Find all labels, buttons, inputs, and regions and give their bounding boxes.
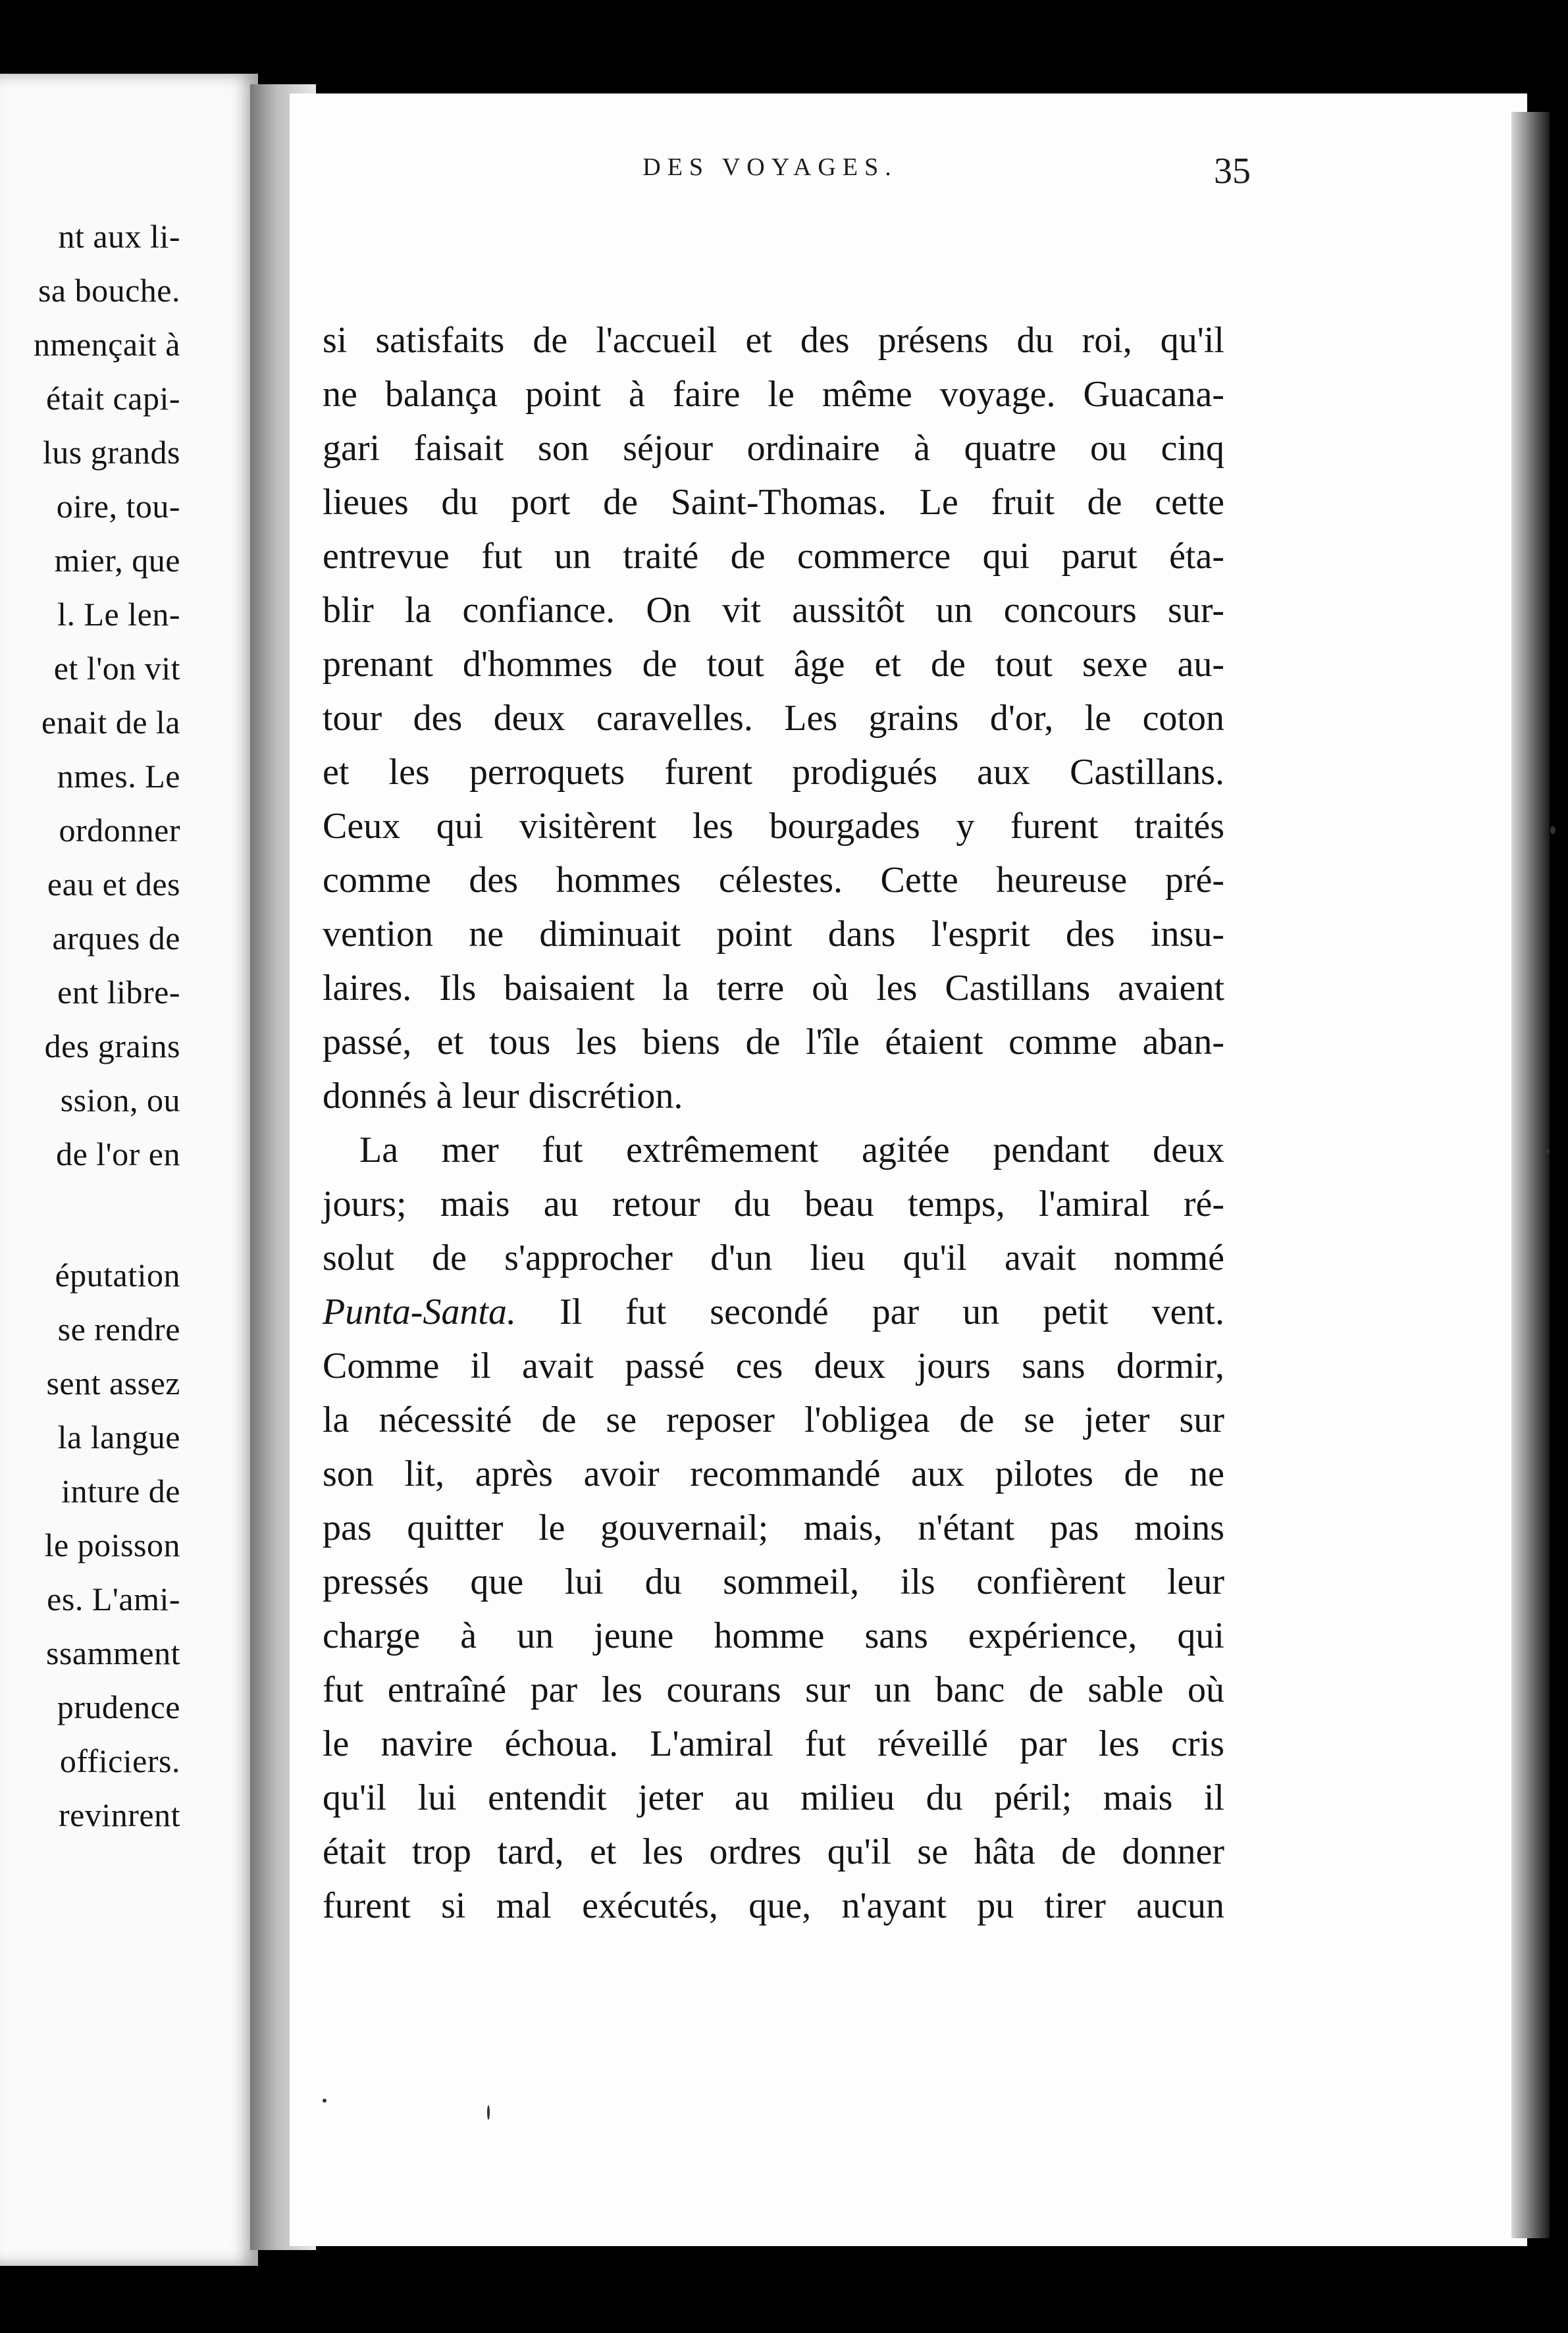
body-text-line: tour des deux caravelles. Les grains d'or, le coton: [323, 698, 1224, 739]
left-page: [0, 74, 258, 2266]
left-page-line: l. Le len-: [57, 596, 180, 633]
left-page-line: inture de: [61, 1473, 180, 1509]
left-page-line: revinrent: [59, 1796, 180, 1833]
left-page-line: des grains: [44, 1028, 180, 1064]
left-page-line: es. L'ami-: [47, 1581, 180, 1617]
body-text-line: pas quitter le gouvernail; mais, n'étant pas moins: [323, 1507, 1224, 1548]
body-text-line: ne balança point à faire le même voyage. Guacana-: [323, 374, 1224, 415]
body-text-line: donnés à leur discrétion.: [323, 1076, 683, 1116]
body-text-line: lieues du port de Saint-Thomas. Le fruit de cette: [323, 482, 1224, 523]
body-text-line: comme des hommes célestes. Cette heureuse pré-: [323, 860, 1224, 901]
body-text-line: vention ne diminuait point dans l'esprit des insu-: [323, 914, 1224, 955]
left-page-line: officiers.: [59, 1743, 180, 1779]
body-text-line: le navire échoua. L'amiral fut réveillé par les cris: [323, 1723, 1224, 1764]
left-page-line: nmençait à: [34, 326, 180, 363]
body-text-line: fut entraîné par les courans sur un banc de sable où: [323, 1669, 1224, 1710]
left-page-line: ssamment: [46, 1635, 180, 1671]
body-text-line: prenant d'hommes de tout âge et de tout sexe au-: [323, 644, 1224, 685]
left-page-line: se rendre: [57, 1311, 180, 1348]
body-text-line: furent si mal exécutés, que, n'ayant pu tirer aucun: [323, 1885, 1224, 1926]
left-page-line: sa bouche.: [38, 272, 180, 309]
body-text-line: jours; mais au retour du beau temps, l'amiral ré-: [323, 1184, 1224, 1224]
body-text-line: son lit, après avoir recommandé aux pilotes de ne: [323, 1454, 1224, 1494]
body-text-line: la nécessité de se reposer l'obligea de se jeter sur: [323, 1400, 1224, 1440]
body-text-line: Comme il avait passé ces deux jours sans dormir,: [323, 1346, 1224, 1386]
left-page-line: était capi-: [46, 380, 180, 417]
body-text-line: gari faisait son séjour ordinaire à quatre ou cinq: [323, 428, 1224, 469]
body-text-line-remainder: Il fut secondé par un petit vent.: [515, 1292, 1224, 1332]
body-text-line: Ceux qui visitèrent les bourgades y furent traités: [323, 806, 1224, 847]
paragraph-first-line: La mer fut extrêmement agitée pendant deux: [359, 1130, 1224, 1170]
left-page-line: nmes. Le: [57, 758, 180, 795]
page-edge-shadow: [1511, 112, 1550, 2238]
left-page-line: et l'on vit: [53, 650, 180, 687]
body-text-line: pressés que lui du sommeil, ils confièrent leur: [323, 1561, 1224, 1602]
left-page-line: la langue: [57, 1419, 180, 1455]
left-page-line: éputation: [55, 1257, 180, 1294]
body-text-line: et les perroquets furent prodigués aux Castillans.: [323, 752, 1224, 793]
page-number: 35: [1214, 151, 1251, 192]
body-text-line: blir la confiance. On vit aussitôt un concours sur-: [323, 590, 1224, 631]
body-text-line: entrevue fut un traité de commerce qui parut éta-: [323, 536, 1224, 577]
left-page-line: ent libre-: [57, 974, 180, 1010]
body-text-line: charge à un jeune homme sans expérience, qui: [323, 1615, 1224, 1656]
left-page-line: sent assez: [46, 1365, 180, 1402]
left-page-line: le poisson: [44, 1527, 180, 1563]
left-page-line: prudence: [57, 1689, 180, 1725]
body-text-line: était trop tard, et les ordres qu'il se hâta de donner: [323, 1831, 1224, 1872]
left-page-line: mier, que: [54, 542, 180, 579]
left-page-line: arques de: [52, 920, 180, 957]
body-text-line: [323, 1285, 1224, 1339]
body-text-line: passé, et tous les biens de l'île étaient comme aban-: [323, 1022, 1224, 1062]
body-text-line: qu'il lui entendit jeter au milieu du péril; mais il: [323, 1777, 1224, 1818]
left-page-line: oire, tou-: [56, 488, 180, 525]
left-page-line: ssion, ou: [60, 1082, 180, 1118]
body-text-line: laires. Ils baisaient la terre où les Castillans avaient: [323, 968, 1224, 1009]
body-text-line: si satisfaits de l'accueil et des présens du roi, qu'il: [323, 320, 1224, 361]
left-page-line: de l'or en: [56, 1136, 180, 1172]
left-page-line: ordonner: [59, 812, 180, 849]
left-page-line: nt aux li-: [58, 218, 180, 255]
left-page-line: enait de la: [41, 704, 180, 741]
body-text-line: solut de s'approcher d'un lieu qu'il avait nommé: [323, 1238, 1224, 1278]
left-page-line: eau et des: [47, 866, 180, 903]
italic-place-name: Punta-Santa.: [323, 1292, 516, 1332]
running-head: DES VOYAGES.: [642, 153, 898, 181]
body-text: [323, 313, 1224, 1933]
left-page-line: lus grands: [42, 434, 180, 471]
